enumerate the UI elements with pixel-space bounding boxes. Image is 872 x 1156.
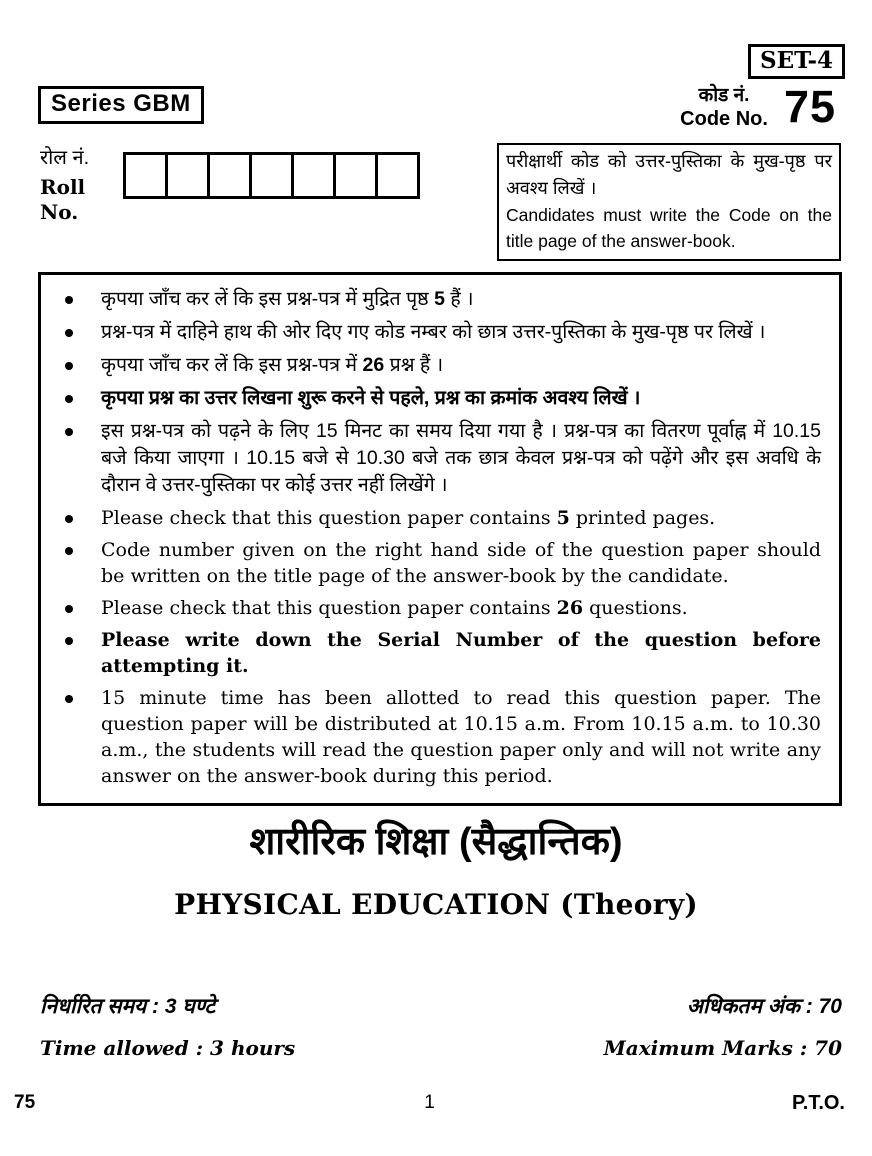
instruction-text: Please check that this question paper contains 26 questions.: [101, 597, 688, 619]
paper-title-hindi: शारीरिक शिक्षा (सैद्धान्तिक): [249, 821, 623, 863]
roll-digit-box: [207, 152, 252, 199]
bullet-icon: [65, 362, 73, 370]
instruction-item: [61, 627, 821, 679]
series-label: Series GBM: [51, 90, 191, 117]
instruction-item: [61, 319, 821, 346]
instruction-text: Please check that this question paper contains 5 printed pages.: [101, 507, 716, 529]
code-note-english: Candidates must write the Code on the title page of the answer-book.: [506, 205, 832, 251]
instruction-item: [61, 685, 821, 789]
instruction-item: [61, 352, 821, 379]
meta-row-english: [40, 1036, 842, 1060]
bullet-icon: [65, 547, 73, 555]
code-label-hindi: कोड नं.: [698, 85, 750, 106]
roll-number-boxes: [126, 152, 420, 225]
roll-label-english: Roll No.: [40, 175, 86, 224]
instruction-item: [61, 286, 821, 313]
instruction-item: [61, 505, 821, 531]
bullet-icon: [65, 395, 73, 403]
instructions-list: [61, 286, 821, 789]
instruction-text: 15 minute time has been allotted to read this question paper. The question paper will be distributed at 10.15 a.m. From 10.15 a.m. to 10.30 a.m., the students will read the question paper only and will not write any answer on the answer-book during this period.: [101, 687, 821, 787]
instruction-item: [61, 418, 821, 499]
roll-number-block: [40, 146, 420, 225]
roll-digit-box: [375, 152, 420, 199]
code-label-english: Code No.: [680, 108, 768, 130]
bullet-icon: [65, 296, 73, 304]
instruction-text: इस प्रश्न-पत्र को पढ़ने के लिए 15 मिनट का समय दिया गया है । प्रश्न-पत्र का वितरण पूर्वाह्न में 10.15 बजे किया जाएगा । 10.15 बजे से 10.30 बजे तक छात्र केवल प्रश्न-पत्र को पढ़ेंगे और इस अवधि के दौरान वे उत्तर-पुस्तिका पर कोई उत्तर नहीं लिखेंगे ।: [101, 420, 821, 496]
instruction-text: Code number given on the right hand side of the question paper should be written on the title page of the answer-book by the candidate.: [101, 539, 821, 587]
meta-row-hindi: [40, 992, 842, 1020]
footer-subject-code: 75: [14, 1092, 36, 1113]
instruction-item: [61, 595, 821, 621]
roll-digit-box: [249, 152, 294, 199]
instruction-text: कृपया जाँच कर लें कि इस प्रश्न-पत्र में 26 प्रश्न हैं ।: [101, 354, 444, 376]
instruction-item: [61, 537, 821, 589]
page-footer: [14, 1092, 845, 1118]
series-badge: [38, 86, 204, 124]
roll-digit-box: [123, 152, 168, 199]
bullet-icon: [65, 428, 73, 436]
code-note-box: [497, 143, 841, 261]
bullet-icon: [65, 695, 73, 703]
maximum-marks-english: Maximum Marks : 70: [603, 1036, 842, 1060]
set-label: SET-4: [760, 47, 833, 74]
time-allowed-hindi: निर्धारित समय : 3 घण्टे: [40, 995, 216, 1018]
footer-pto: P.T.O.: [792, 1092, 845, 1114]
bullet-icon: [65, 515, 73, 523]
bullet-icon: [65, 605, 73, 613]
code-number-block: [680, 81, 836, 132]
instruction-text: कृपया प्रश्न का उत्तर लिखना शुरू करने से पहले, प्रश्न का क्रमांक अवश्य लिखें ।: [101, 387, 641, 409]
instruction-text: Please write down the Serial Number of the question before attempting it.: [101, 629, 821, 677]
footer-page-number: 1: [424, 1092, 435, 1113]
roll-label-hindi: रोल नं.: [40, 147, 90, 169]
roll-labels: [40, 146, 124, 225]
bullet-icon: [65, 329, 73, 337]
bullet-icon: [65, 637, 73, 645]
code-number: 75: [783, 81, 836, 132]
maximum-marks-hindi: अधिकतम अंक : 70: [686, 995, 842, 1018]
code-labels: [680, 84, 768, 131]
instruction-text: प्रश्न-पत्र में दाहिने हाथ की ओर दिए गए कोड नम्बर को छात्र उत्तर-पुस्तिका के मुख-पृष्ठ पर लिखें ।: [101, 321, 766, 343]
instructions-box: [38, 272, 842, 806]
instruction-text: कृपया जाँच कर लें कि इस प्रश्न-पत्र में मुद्रित पृष्ठ 5 हैं ।: [101, 288, 474, 310]
code-note-hindi: परीक्षार्थी कोड को उत्तर-पुस्तिका के मुख-पृष्ठ पर अवश्य लिखें ।: [506, 151, 832, 198]
time-allowed-english: Time allowed : 3 hours: [40, 1036, 296, 1060]
set-badge: [748, 44, 845, 79]
paper-title-english: PHYSICAL EDUCATION (Theory): [174, 888, 698, 921]
roll-digit-box: [291, 152, 336, 199]
roll-digit-box: [333, 152, 378, 199]
roll-digit-box: [165, 152, 210, 199]
instruction-item: [61, 385, 821, 412]
